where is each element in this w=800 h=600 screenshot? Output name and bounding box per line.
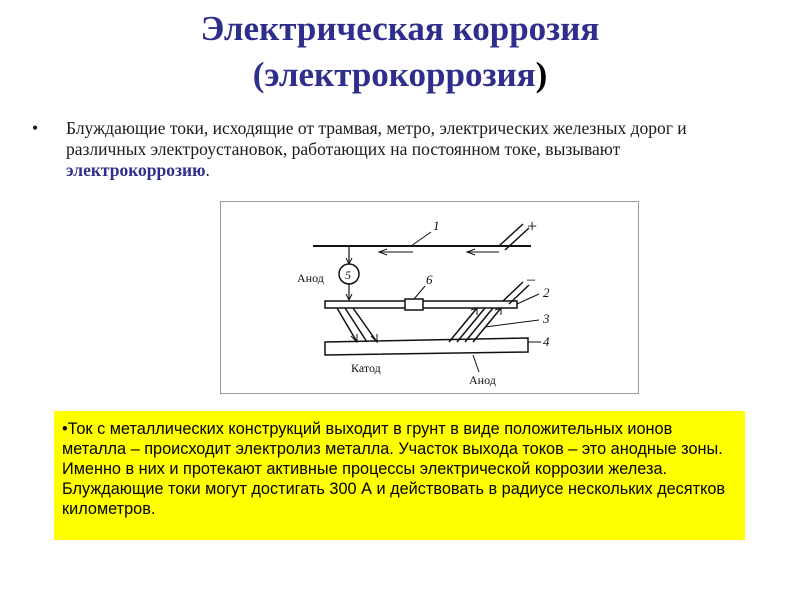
stray-current-right-2 xyxy=(457,308,485,342)
insulating-flange-6 xyxy=(405,299,423,310)
stray-current-right-3 xyxy=(465,308,493,342)
corrosion-diagram xyxy=(220,201,639,394)
leader-6 xyxy=(414,286,425,299)
leader-anode-bottom xyxy=(473,355,479,372)
title-line-2-paren: ) xyxy=(535,55,548,94)
bullet-text-end: . xyxy=(205,160,210,180)
bullet-marker: • xyxy=(32,118,39,138)
label-anode-bottom: Анод xyxy=(469,373,496,387)
bullet-highlight: электрокоррозию xyxy=(66,160,206,180)
title-line-2 xyxy=(0,52,800,98)
bullet-text-main: Блуждающие токи, исходящие от трамвая, метро, электрических железных дорог и различных электроустановок, работающих на постоянном токе, вызывают xyxy=(66,118,687,159)
leader-1 xyxy=(411,232,431,246)
diagram-svg xyxy=(221,202,640,395)
label-6: 6 xyxy=(426,272,433,287)
leader-3 xyxy=(485,320,539,327)
slide-title xyxy=(0,6,800,98)
label-cathode: Катод xyxy=(351,361,381,375)
label-4: 4 xyxy=(543,334,550,349)
stray-current-left-1 xyxy=(337,308,357,342)
leader-2 xyxy=(517,294,539,304)
title-line-2-text: (электрокоррозия xyxy=(252,55,536,94)
highlighted-note: •Ток с металлических конструкций выходит в грунт в виде положительных ионов металла – происходит электролиз металла. Участок выхода токов – это анодные зоны. Именно в них и протекают активные процессы электрической коррозии железа. Блуждающие токи могут достигать 300 А и действовать в радиусе нескольких десятков километров. xyxy=(54,411,745,540)
label-minus: – xyxy=(527,271,535,288)
label-plus: + xyxy=(527,216,538,236)
label-5: 5 xyxy=(345,268,351,282)
stray-current-right-1 xyxy=(449,308,477,342)
label-anode-left: Анод xyxy=(297,271,324,285)
minus-lead-2 xyxy=(509,285,529,304)
label-2: 2 xyxy=(543,285,550,300)
title-line-1: Электрическая коррозия xyxy=(200,9,600,48)
minus-lead-1 xyxy=(503,282,523,301)
label-1: 1 xyxy=(433,218,440,233)
label-3: 3 xyxy=(543,311,550,326)
bullet-text xyxy=(66,118,722,181)
plus-lead-1 xyxy=(499,224,523,246)
